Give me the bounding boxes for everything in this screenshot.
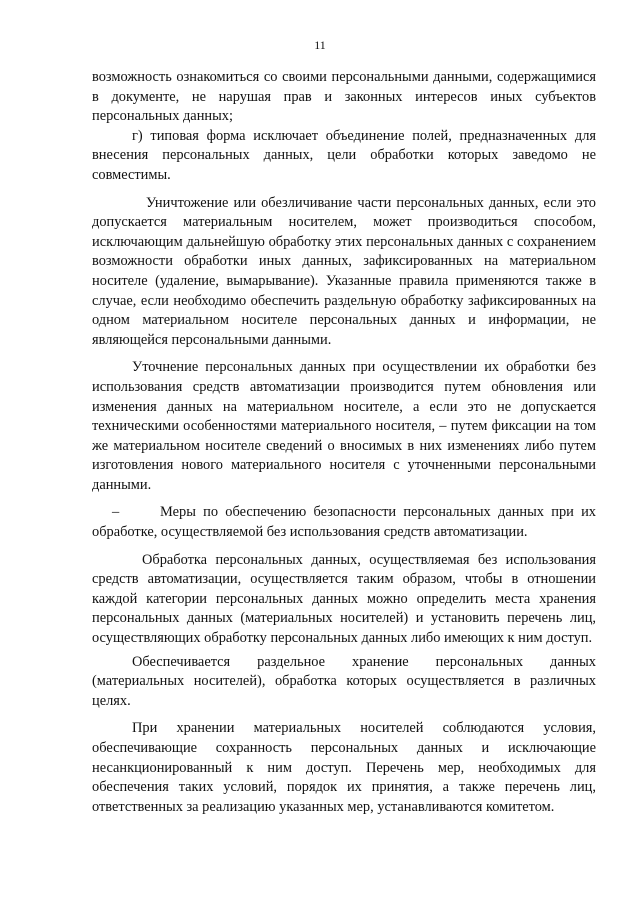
paragraph-item-g: г) типовая форма исключает объединение полей, предназначенных для внесения персональных данных, цели обработки которых заведомо не совместимы. <box>92 127 596 183</box>
document-body <box>92 68 596 817</box>
security-measures-heading <box>92 503 596 542</box>
paragraph-separate-storage: Обеспечивается раздельное хранение персональных данных (материальных носителей), обработка которых осуществляется в различных целях. <box>92 653 596 709</box>
paragraph-storage-conditions: При хранении материальных носителей соблюдаются условия, обеспечивающие сохранность персональных данных и исключающие несанкционированный к ним доступ. Перечень мер, необходимых для обеспечения таких условий, порядок их принятия, а также перечень лиц, ответственных за реализацию указанных мер, устанавливаются комитетом. <box>92 720 596 815</box>
page-number: 11 <box>314 38 326 52</box>
heading-rest: обработке, осуществляемой без использования средств автоматизации. <box>92 524 528 541</box>
paragraph-processing: Обработка персональных данных, осуществляемая без использования средств автоматизации, осуществляется таким образом, чтобы в отношении каждой категории персональных данных можно определить места хранения персональных данных (материальных носителей) и установить перечень лиц, осуществляющих обработку персональных данных либо имеющих к ним доступ. <box>92 551 596 647</box>
heading-first-line: Меры по обеспечению безопасности персональных данных при их <box>160 504 596 521</box>
paragraph-destruction: Уничтожение или обезличивание части персональных данных, если это допускается материальным носителем, может производиться способом, исключающим дальнейшую обработку этих персональных данных с сохранением возможности обработки иных данных, зафиксированных на материальном носителе (удаление, вымарывание). Указанные правила применяются также в случае, если необходимо обеспечить раздельную обработку зафиксированных на одном материальном носителе персональных данных и информации, не являющейся персональными данными. <box>92 194 596 348</box>
paragraph-continuation: возможность ознакомиться со своими персональными данными, содержащимися в документе, не нарушая прав и законных интересов иных субъектов персональных данных; <box>92 69 596 125</box>
paragraph-clarification: Уточнение персональных данных при осуществлении их обработки без использования средств автоматизации производится путем обновления или изменения данных на материальном носителе, а если это не допускается техническими особенностями материального носителя, – путем фиксации на том же материальном носителе сведений о вносимых в них изменениях либо путем изготовления нового материального носителя с уточненными персональными данными. <box>92 359 596 493</box>
dash-marker: – <box>112 504 120 521</box>
